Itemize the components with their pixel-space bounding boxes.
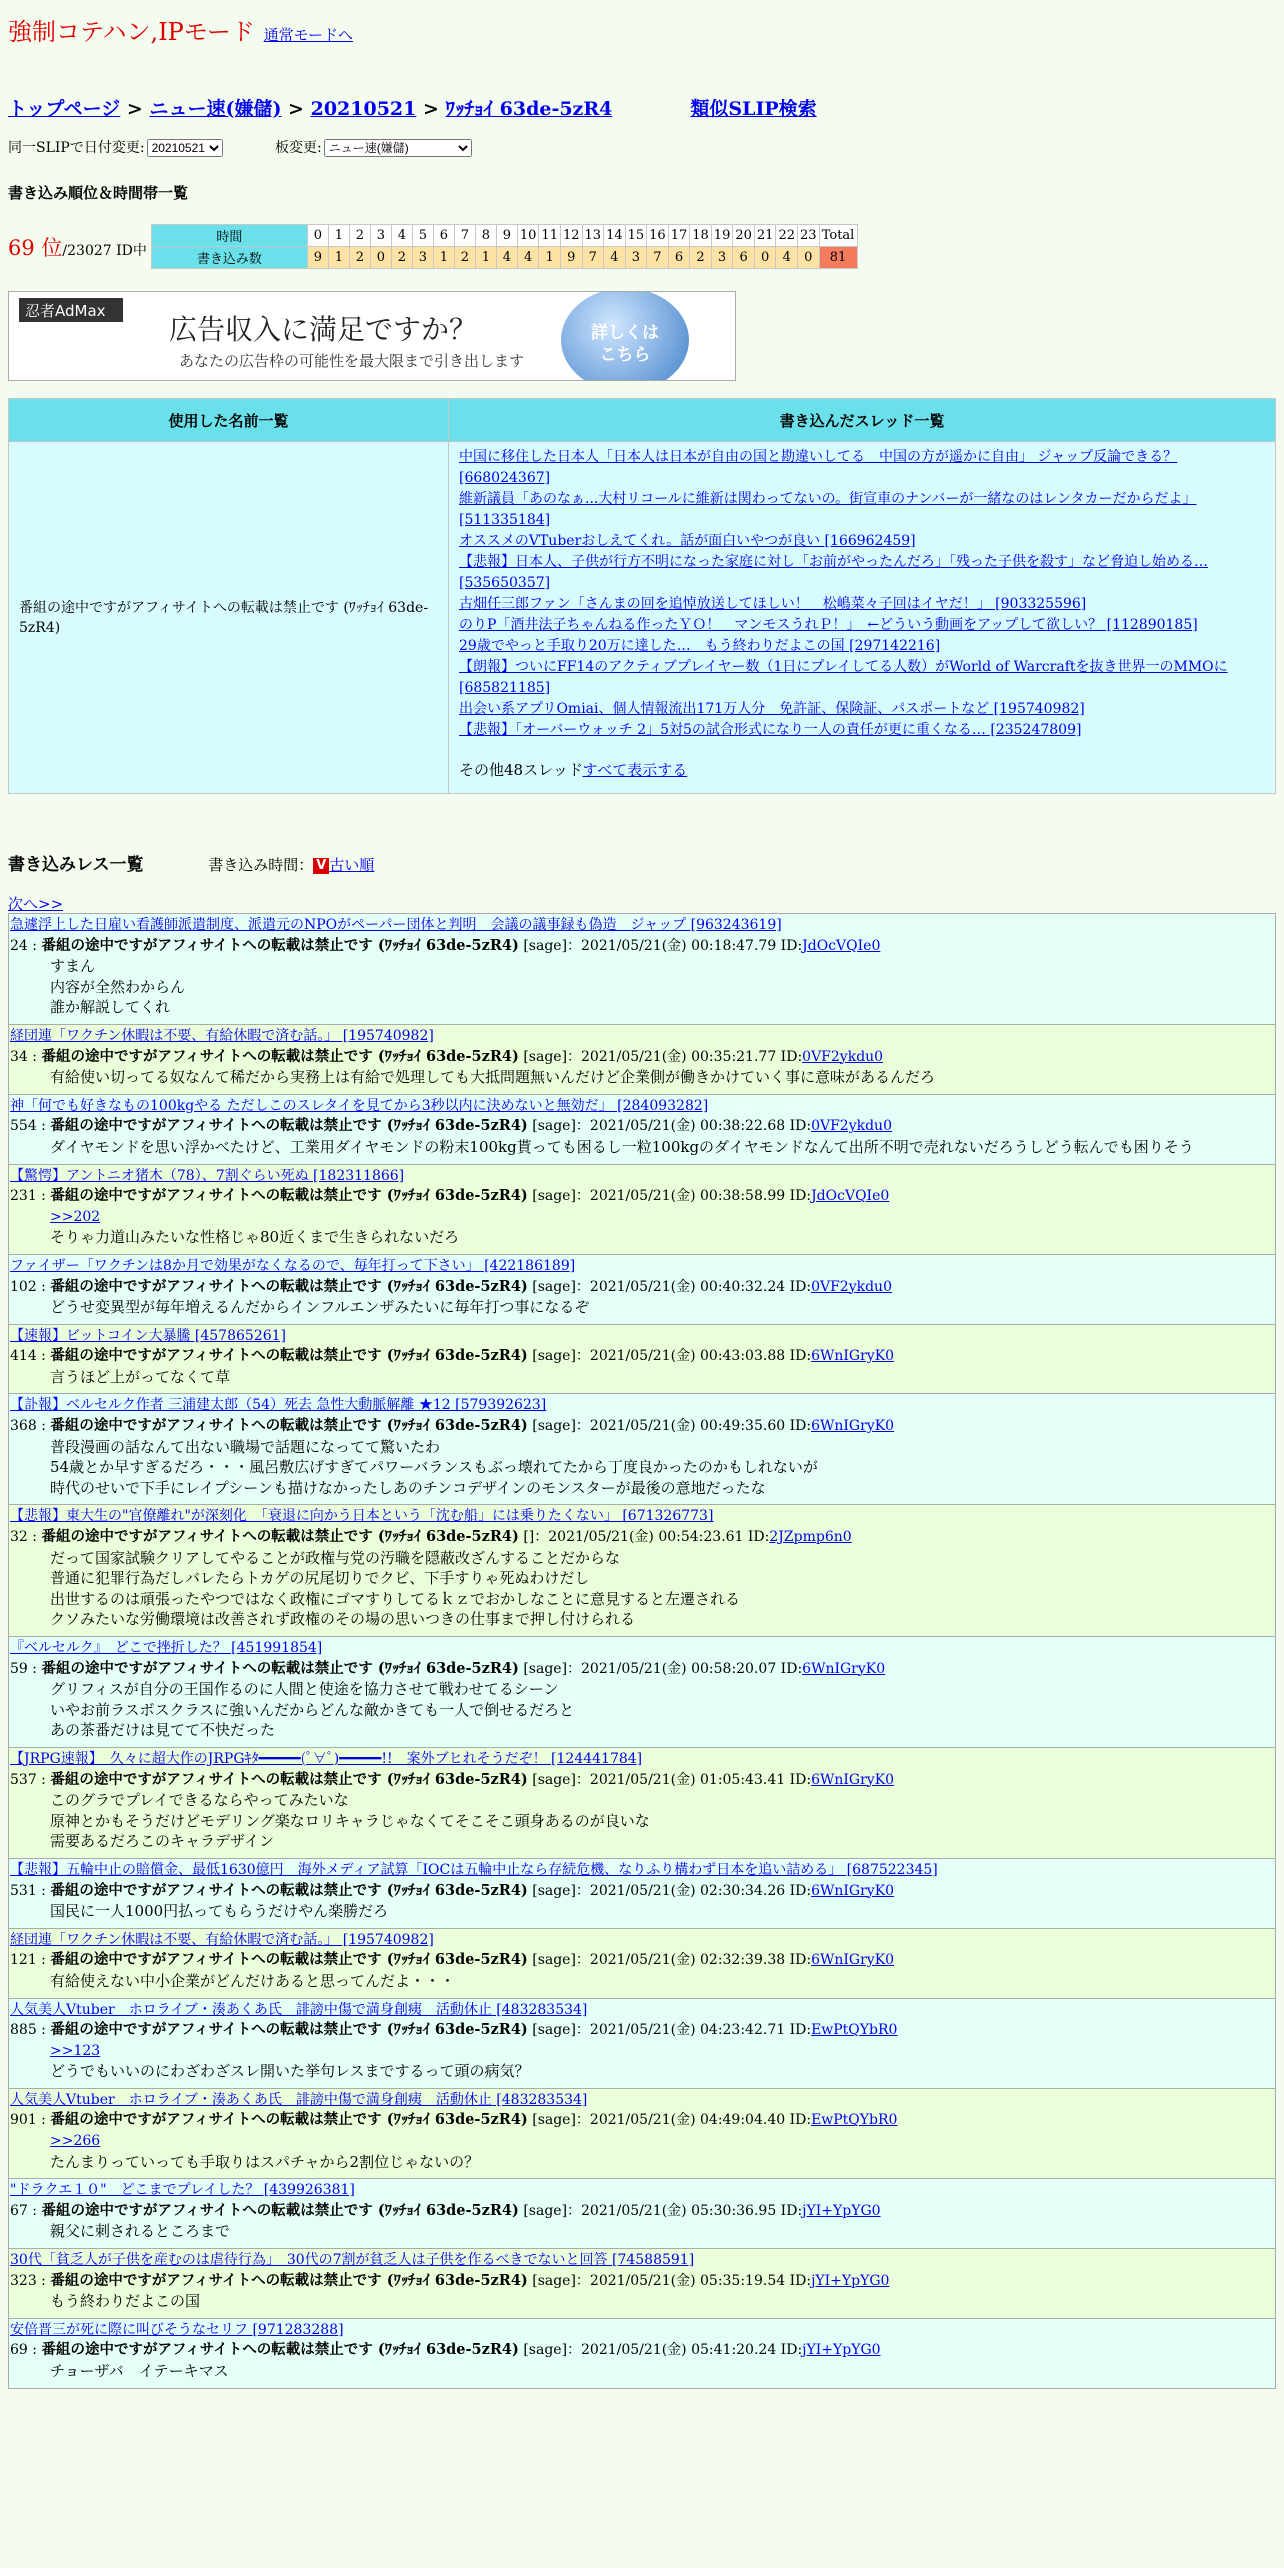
post-line: 出世するのは頑張ったやつではなく政権にゴマすりしてるｋｚでおかしなことに意見すると左遷される	[50, 1589, 741, 1608]
post-author-name: 番組の途中ですがアフィサイトへの転載は禁止です (ﾜｯﾁｮｲ 63de-5zR4)	[50, 1770, 528, 1788]
post-id-link[interactable]: 6WnIGryK0	[811, 1882, 895, 1899]
more-threads-count: その他48スレッド	[459, 761, 583, 779]
count-cell: 4	[496, 247, 517, 269]
breadcrumb-id[interactable]: ﾜｯﾁｮｲ 63de-5zR4	[445, 98, 613, 120]
post-author-name: 番組の途中ですがアフィサイトへの転載は禁止です (ﾜｯﾁｮｲ 63de-5zR4)	[50, 1187, 528, 1205]
more-threads	[459, 760, 1265, 781]
post-line: 普通に犯罪行為だしバレたらトカゲの尻尾切りでクビ、下手すりゃ死ぬわけだし	[50, 1569, 590, 1588]
hour-cell: 5	[412, 225, 433, 247]
names-column-header: 使用した名前一覧	[9, 399, 449, 442]
hour-cell: 13	[582, 225, 604, 247]
rank-value: 69 位	[8, 235, 63, 260]
post-id-link[interactable]: 0VF2ykdu0	[802, 1048, 884, 1065]
post-body	[10, 2061, 1274, 2082]
post-author-name: 番組の途中ですがアフィサイトへの転載は禁止です (ﾜｯﾁｮｲ 63de-5zR4)	[41, 1528, 519, 1546]
post-separator: :	[27, 1660, 42, 1677]
post-item	[8, 1998, 1276, 2089]
post-info: [sage]：2021/05/21(金) 00:38:22.68 ID:	[527, 1118, 812, 1135]
post-line: 普段漫画の話なんて出ない職場で話題になってて驚いたわ	[50, 1437, 441, 1456]
post-author-name: 番組の途中ですがアフィサイトへの転載は禁止です (ﾜｯﾁｮｲ 63de-5zR4)	[50, 1881, 528, 1899]
page-title: 強制コテハン,IPモード	[8, 18, 255, 46]
post-line: 54歳とか早すぎるだろ・・・風呂敷広げすぎてパワーバランスもぶっ壊れてたから丁度良かったのかもしれないが	[50, 1458, 818, 1477]
post-author-name: 番組の途中ですがアフィサイトへの転載は禁止です (ﾜｯﾁｮｲ 63de-5zR4)	[41, 2341, 519, 2359]
post-number: 24	[10, 937, 28, 954]
count-cell: 0	[370, 247, 391, 269]
post-author-name: 番組の途中ですがアフィサイトへの転載は禁止です (ﾜｯﾁｮｲ 63de-5zR4)	[50, 1117, 528, 1135]
hour-cell: 9	[496, 225, 517, 247]
post-info: [sage]：2021/05/21(金) 00:40:32.24 ID:	[527, 1278, 812, 1295]
admax-logo: 忍者AdMax	[19, 298, 123, 322]
post-item	[8, 1254, 1276, 1325]
breadcrumb-separator: >	[416, 98, 446, 120]
thread-link[interactable]: 【悲報】日本人、子供が行方不明になった家庭に対し「お前がやったんだろ」「残った子供を殺す」など脅迫し始める… [535650357]	[459, 554, 1208, 591]
thread-list	[459, 447, 1265, 741]
post-separator: :	[36, 1771, 51, 1788]
post-number: 885	[10, 2022, 37, 2039]
post-number: 231	[10, 1188, 37, 1205]
post-item	[8, 2178, 1276, 2249]
post-info: [sage]：2021/05/21(金) 04:23:42.71 ID:	[527, 2022, 812, 2039]
count-cell: 4	[776, 247, 798, 269]
post-separator: :	[27, 2342, 42, 2359]
hour-cell: 20	[733, 225, 755, 247]
count-cell: 1	[433, 247, 454, 269]
thread-link[interactable]: 維新議員「あのなぁ...大村リコールに維新は関わってないの。街宣車のナンバーが一緒なのはレンタカーだからだよ」 [511335184]	[459, 491, 1197, 528]
post-meta	[10, 1047, 1274, 1068]
post-line: たんまりっていっても手取りはスパチャから2割位じゃないの？	[50, 2152, 480, 2171]
post-line: 内容が全然わからん	[50, 977, 186, 996]
post-thread-link[interactable]: 『ベルセルク』 どこで挫折した？ [451991854]	[10, 1640, 323, 1656]
post-separator: :	[36, 2112, 51, 2129]
post-number: 59	[10, 1660, 28, 1677]
post-item	[8, 1928, 1276, 1999]
post-line: どうせ変異型が毎年増えるんだからインフルエンザみたいに毎年打つ事になるぞ	[50, 1298, 590, 1317]
total-label: Total	[819, 225, 857, 247]
count-cell: 9	[560, 247, 582, 269]
ad-headline: 広告収入に満足ですか？	[169, 313, 478, 346]
post-info: [sage]：2021/05/21(金) 05:30:36.95 ID:	[518, 2202, 803, 2219]
post-meta	[10, 936, 1274, 957]
ad-subtext: あなたの広告枠の可能性を最大限まで引き出します	[179, 352, 525, 370]
post-line: だって国家試験クリアしてやることが政権与党の汚職を隠蔽改ざんすることだからな	[50, 1548, 621, 1567]
post-meta	[10, 1659, 1274, 1680]
post-thread-link[interactable]: 【訃報】ベルセルク作者 三浦建太郎（54）死去 急性大動脈解離 ★12 [579392623]	[10, 1397, 547, 1414]
post-line: 有給使えない中小企業がどんだけあると思ってんだよ・・・	[50, 1971, 456, 1990]
post-item	[8, 2088, 1276, 2179]
post-author-name: 番組の途中ですがアフィサイトへの転載は禁止です (ﾜｯﾁｮｲ 63de-5zR4)	[50, 2271, 528, 2289]
post-line: もう終わりだよこの国	[50, 2292, 201, 2311]
post-id-link[interactable]: 6WnIGryK0	[811, 1771, 895, 1788]
post-separator: :	[36, 1118, 51, 1135]
post-id-link[interactable]: jYI+YpYG0	[802, 2342, 881, 2359]
page-header	[8, 12, 353, 47]
post-id-link[interactable]: JdOcVQIe0	[802, 937, 881, 954]
hour-cell: 15	[625, 225, 647, 247]
post-number: 102	[10, 1278, 37, 1295]
post-author-name: 番組の途中ですがアフィサイトへの転載は禁止です (ﾜｯﾁｮｲ 63de-5zR4)	[41, 936, 519, 954]
post-thread-link[interactable]: ファイザー「ワクチンは8か月で効果がなくなるので、毎年打って下さい」 [422186189]	[10, 1257, 576, 1274]
count-cell: 4	[604, 247, 626, 269]
normal-mode-link[interactable]: 通常モードへ	[263, 26, 354, 44]
post-author-name: 番組の途中ですがアフィサイトへの転載は禁止です (ﾜｯﾁｮｲ 63de-5zR4)	[50, 1951, 528, 1969]
hour-cell: 16	[647, 225, 669, 247]
breadcrumb	[8, 94, 817, 121]
rank-display	[8, 225, 151, 269]
post-thread-link[interactable]: 神「何でも好きなもの100kgやる ただしこのスレタイを見てから3秒以内に決めないと無効だ」 [284093282]	[10, 1097, 709, 1114]
post-thread-link[interactable]: 【速報】ビットコイン大暴騰 [457865261]	[10, 1327, 286, 1344]
hour-cell: 2	[349, 225, 370, 247]
post-body	[10, 2221, 1274, 2242]
post-thread-link[interactable]: 経団連「ワクチン休暇は不要、有給休暇で済む話。」 [195740982]	[10, 1931, 434, 1948]
post-info: [sage]：2021/05/21(金) 00:58:20.07 ID:	[518, 1660, 803, 1677]
post-info: [sage]：2021/05/21(金) 05:35:19.54 ID:	[527, 2272, 812, 2289]
post-meta	[10, 1116, 1274, 1137]
post-info: [sage]：2021/05/21(金) 02:30:34.26 ID:	[527, 1882, 812, 1899]
post-body	[10, 1227, 1274, 1248]
thread-link[interactable]: オススメのVTuberおしえてくれ。話が面白いやつが良い [166962459]	[459, 533, 916, 549]
post-info: [sage]：2021/05/21(金) 04:49:04.40 ID:	[527, 2112, 812, 2129]
post-separator: :	[36, 1952, 51, 1969]
res-list-header	[8, 850, 374, 875]
post-id-link[interactable]: 6WnIGryK0	[811, 1952, 895, 1969]
post-line: 国民に一人1000円払ってもらうだけやん楽勝だろ	[50, 1902, 389, 1921]
post-author-name: 番組の途中ですがアフィサイトへの転載は禁止です (ﾜｯﾁｮｲ 63de-5zR4)	[50, 1347, 528, 1365]
total-ids: /23027 ID中	[62, 242, 147, 259]
post-line: チョーザバ イテーキマス	[50, 2362, 229, 2380]
post-line: 需要あるだろこのキャラデザイン	[50, 1832, 274, 1851]
post-id-link[interactable]: 6WnIGryK0	[802, 1660, 886, 1677]
hour-cell: 8	[475, 225, 496, 247]
post-thread-link[interactable]: 経団連「ワクチン休暇は不要、有給休暇で済む話。」 [195740982]	[10, 1027, 434, 1044]
sort-oldest-link[interactable]: 古い順	[329, 856, 375, 874]
post-body	[10, 1297, 1274, 1318]
post-author-name: 番組の途中ですがアフィサイトへの転載は禁止です (ﾜｯﾁｮｲ 63de-5zR4)	[41, 2201, 519, 2219]
count-cell: 1	[475, 247, 496, 269]
breadcrumb-separator: >	[120, 98, 150, 120]
post-id-link[interactable]: 0VF2ykdu0	[811, 1118, 892, 1135]
post-line: あの茶番だけは見てて不快だった	[50, 1721, 276, 1740]
post-author-name: 番組の途中ですがアフィサイトへの転載は禁止です (ﾜｯﾁｮｲ 63de-5zR4)	[41, 1047, 519, 1065]
post-id-link[interactable]: 6WnIGryK0	[811, 1348, 895, 1365]
post-body	[10, 2361, 1274, 2382]
hour-cell: 14	[604, 225, 626, 247]
hour-cell: 22	[776, 225, 798, 247]
post-separator: :	[27, 937, 42, 954]
post-info: [sage]：2021/05/21(金) 00:18:47.79 ID:	[518, 937, 803, 954]
sort-control	[208, 856, 374, 874]
thread-link[interactable]: 中国に移住した日本人「日本人は日本が自由の国と勘違いしてる 中国の方が遥かに自由」 ジャップ反論できる？ [668024367]	[459, 449, 1178, 486]
post-line: グリフィスが自分の王国作るのに人間と使途を協力させて戦わせてるシーン	[50, 1680, 559, 1699]
post-thread-link[interactable]: 【悲報】東大生の"官僚離れ"が深刻化 「衰退に向かう日本という「沈む船」には乗りたくない」 [671326773]	[10, 1508, 714, 1525]
count-cell: 6	[733, 247, 755, 269]
count-cell: 1	[328, 247, 349, 269]
post-item	[8, 1858, 1276, 1929]
post-body	[10, 2152, 1274, 2173]
count-cell: 2	[690, 247, 712, 269]
names-threads-table	[8, 398, 1276, 794]
post-meta	[10, 1186, 1274, 1207]
post-info: [sage]：2021/05/21(金) 01:05:43.41 ID:	[527, 1771, 812, 1788]
post-body	[10, 1901, 1274, 1922]
hour-cell: 6	[433, 225, 454, 247]
post-body	[10, 1548, 1274, 1630]
post-body	[10, 1367, 1274, 1388]
hour-cell: 11	[539, 225, 561, 247]
post-line: どうでもいいのにわざわざスレ開いた挙句レスまでするって頭の病気？	[50, 2062, 530, 2081]
breadcrumb-top[interactable]: トップページ	[8, 98, 121, 120]
post-body	[10, 1971, 1274, 1992]
ranking-heading: 書き込み順位＆時間帯一覧	[8, 184, 189, 202]
post-list	[8, 913, 1276, 2388]
post-meta	[10, 1277, 1274, 1298]
breadcrumb-separator: >	[281, 98, 311, 120]
post-thread-link[interactable]: 急遽浮上した日雇い看護師派遣制度、派遣元のNPOがペーパー団体と判明 会議の議事録も偽造 ジャップ [963243619]	[10, 917, 782, 933]
threads-column-header: 書き込んだスレッド一覧	[449, 399, 1276, 442]
ad-details-button[interactable]	[561, 291, 689, 381]
post-thread-link[interactable]: 安倍晋三が死に際に叫びそうなセリフ [971283288]	[10, 2321, 344, 2338]
post-separator: :	[36, 1418, 51, 1435]
post-id-link[interactable]: 2JZpmp6n0	[769, 1529, 852, 1546]
ranking-table	[8, 224, 858, 269]
hour-cell: 19	[711, 225, 733, 247]
hour-cell: 3	[370, 225, 391, 247]
post-meta	[10, 2020, 1274, 2041]
post-info: [sage]：2021/05/21(金) 02:32:39.38 ID:	[527, 1952, 812, 1969]
sort-label: 書き込み時間：	[208, 856, 314, 874]
hour-cell: 1	[328, 225, 349, 247]
count-cell: 7	[647, 247, 669, 269]
post-line: 言うほど上がってなくて草	[50, 1367, 231, 1386]
post-author-name: 番組の途中ですがアフィサイトへの転載は禁止です (ﾜｯﾁｮｲ 63de-5zR4)	[50, 2021, 528, 2039]
post-number: 323	[10, 2272, 37, 2289]
post-line: すまん	[50, 957, 96, 976]
hour-cell: 10	[517, 225, 539, 247]
post-anchor-link[interactable]: >>266	[50, 2133, 101, 2150]
similar-slip-search-link[interactable]: 類似SLIP検索	[690, 98, 817, 120]
thread-link[interactable]: のりP「酒井法子ちゃんねる作ったＹＯ！ マンモスうれＰ！」 ←どういう動画をアップして欲しい？ [112890185]	[459, 617, 1198, 633]
board-change-label: 板変更:	[275, 140, 322, 156]
hour-cell: 4	[391, 225, 412, 247]
post-line: ダイヤモンドを思い浮かべたけど、工業用ダイヤモンドの粉末100kg貰っても困るし一粒100kgのダイヤモンドなんて出所不明で売れないだろうしどう転んでも困りそう	[50, 1137, 1194, 1156]
post-line: 誰か解説してくれ	[50, 998, 171, 1017]
post-meta	[10, 2340, 1274, 2361]
post-line: 親父に刺されるところまで	[50, 2222, 231, 2241]
post-thread-link[interactable]: 【JRPG速報】 久々に超大作のJRPGｷﾀ━━━━━(ﾟ∀ﾟ)━━━━━!! 案外ブヒれそうだぞ！ [124441784]	[10, 1750, 643, 1767]
post-separator: :	[36, 1278, 51, 1295]
post-body	[10, 2291, 1274, 2312]
count-cell: 3	[412, 247, 433, 269]
post-item	[8, 2248, 1276, 2319]
post-body	[10, 956, 1274, 1018]
post-line: 有給使い切ってる奴なんて稀だから実務上は有給で処理しても大抵問題無いんだけど企業側が働きかけていく事に意味があるんだろ	[50, 1068, 936, 1087]
post-thread-link[interactable]: 人気美人Vtuber ホロライブ・湊あくあ氏 誹謗中傷で満身創痍 活動休止 [483283534]	[10, 2091, 588, 2108]
post-number: 121	[10, 1952, 37, 1969]
post-number: 32	[10, 1529, 28, 1546]
thread-link[interactable]: 出会い系アプリOmiai、個人情報流出171万人分 免許証、保険証、パスポートなど [195740982]	[459, 701, 1085, 717]
hour-row-label: 時間	[151, 225, 307, 247]
post-number: 901	[10, 2112, 37, 2129]
post-meta	[10, 2271, 1274, 2292]
count-row-label: 書き込み数	[151, 247, 307, 269]
count-cell: 3	[711, 247, 733, 269]
post-item	[8, 1324, 1276, 1395]
post-anchor-link[interactable]: >>202	[50, 1208, 101, 1225]
post-item	[8, 1094, 1276, 1165]
post-number: 414	[10, 1348, 37, 1365]
post-separator: :	[36, 2022, 51, 2039]
hour-cell: 23	[797, 225, 819, 247]
hour-cell: 18	[690, 225, 712, 247]
post-meta	[10, 1770, 1274, 1791]
post-line: クソみたいな労働環境は改善されず政権のその場の思いつきの仕事まで押し付けられる	[50, 1610, 636, 1629]
count-cell: 9	[307, 247, 328, 269]
total-count: 81	[819, 247, 857, 269]
post-separator: :	[36, 1348, 51, 1365]
post-thread-link[interactable]: 30代「貧乏人が子供を産むのは虐待行為」 30代の7割が貧乏人は子供を作るべきでないと回答 [74588591]	[10, 2252, 695, 2269]
post-id-link[interactable]: jYI+YpYG0	[811, 2272, 890, 2289]
thread-link[interactable]: 【悲報】「オーバーウォッチ 2」5対5の試合形式になり一人の責任が更に重くなる… [235247809]	[459, 722, 1082, 738]
post-number: 531	[10, 1882, 37, 1899]
post-meta	[10, 2201, 1274, 2222]
post-line: 時代のせいで下手にレイプシーンも描けなかったしあのチンコデザインのモンスターが最後の意地だったな	[50, 1478, 766, 1497]
post-item	[8, 1504, 1276, 1637]
hour-cell: 17	[668, 225, 690, 247]
show-all-threads-link[interactable]: すべて表示する	[582, 761, 688, 779]
hour-cell: 12	[560, 225, 582, 247]
post-id-link[interactable]: jYI+YpYG0	[802, 2202, 881, 2219]
post-anchor-link[interactable]: >>123	[50, 2042, 101, 2059]
post-id-link[interactable]: JdOcVQIe0	[811, 1188, 890, 1205]
post-meta	[10, 1527, 1274, 1548]
post-body	[10, 1067, 1274, 1088]
post-number: 34	[10, 1048, 28, 1065]
post-separator: :	[36, 1882, 51, 1899]
date-change-label: 同一SLIPで日付変更:	[8, 140, 145, 156]
post-item	[8, 1636, 1276, 1748]
post-separator: :	[27, 1529, 42, 1546]
count-cell: 4	[517, 247, 539, 269]
selector-bar	[8, 137, 472, 157]
next-page-link[interactable]: 次へ>>	[8, 895, 64, 913]
post-body	[10, 1790, 1274, 1852]
post-meta	[10, 1950, 1274, 1971]
post-author-name: 番組の途中ですがアフィサイトへの転載は禁止です (ﾜｯﾁｮｲ 63de-5zR4)	[50, 1277, 528, 1295]
post-line: そりゃ力道山みたいな性格じゃ80近くまで生きられないだろ	[50, 1228, 460, 1247]
post-number: 368	[10, 1418, 37, 1435]
post-line: 原神とかもそうだけどモデリング楽なロリキャラじゃなくてそこそこ頭身あるのが良いな	[50, 1811, 650, 1830]
post-separator: :	[27, 2202, 42, 2219]
post-meta	[10, 1416, 1274, 1437]
post-body	[10, 1437, 1274, 1499]
post-item	[8, 1747, 1276, 1859]
post-item	[8, 913, 1276, 1025]
post-line: いやお前ラスボスクラスに強いんだからどんな敵かきても一人で倒せるだろと	[50, 1700, 575, 1719]
ad-details-label: 詳しくはこちら	[591, 323, 659, 365]
post-author-name: 番組の途中ですがアフィサイトへの転載は禁止です (ﾜｯﾁｮｲ 63de-5zR4)	[41, 1659, 519, 1677]
hour-cell: 7	[454, 225, 475, 247]
post-thread-link[interactable]: "ドラクエ１０" どこまでプレイした？ [439926381]	[10, 2182, 355, 2199]
post-meta	[10, 1881, 1274, 1902]
post-item	[8, 1024, 1276, 1095]
post-number: 554	[10, 1118, 37, 1135]
post-item	[8, 2318, 1276, 2389]
post-author-name: 番組の途中ですがアフィサイトへの転載は禁止です (ﾜｯﾁｮｲ 63de-5zR4)	[50, 1417, 528, 1435]
post-info: []：2021/05/21(金) 00:54:23.61 ID:	[518, 1529, 770, 1546]
post-id-link[interactable]: 6WnIGryK0	[811, 1418, 895, 1435]
post-line: このグラでプレイできるならやってみたいな	[50, 1791, 349, 1810]
post-thread-link[interactable]: 人気美人Vtuber ホロライブ・湊あくあ氏 誹謗中傷で満身創痍 活動休止 [483283534]	[10, 2001, 588, 2018]
used-name: 番組の途中ですがアフィサイトへの転載は禁止です (ﾜｯﾁｮｲ 63de-5zR4)	[9, 442, 449, 794]
post-separator: :	[27, 1048, 42, 1065]
post-separator: :	[36, 2272, 51, 2289]
post-info: [sage]：2021/05/21(金) 05:41:20.24 ID:	[518, 2342, 803, 2359]
post-id-link[interactable]: 0VF2ykdu0	[811, 1278, 892, 1295]
thread-list-cell	[449, 442, 1276, 794]
count-cell: 6	[668, 247, 690, 269]
count-cell: 2	[391, 247, 412, 269]
breadcrumb-date[interactable]: 20210521	[310, 98, 417, 120]
post-meta	[10, 1346, 1274, 1367]
count-cell: 2	[349, 247, 370, 269]
post-separator: :	[36, 1188, 51, 1205]
post-info: [sage]：2021/05/21(金) 00:38:58.99 ID:	[527, 1188, 812, 1205]
post-number: 537	[10, 1771, 37, 1788]
thread-link[interactable]: 29歳でやっと手取り20万に達した… もう終わりだよこの国 [297142216]	[459, 638, 941, 654]
hour-cell: 21	[754, 225, 776, 247]
hour-cell: 0	[307, 225, 328, 247]
post-info: [sage]：2021/05/21(金) 00:35:21.77 ID:	[518, 1048, 803, 1065]
post-thread-link[interactable]: 【驚愕】アントニオ猪木（78）、7割ぐらい死ぬ [182311866]	[10, 1167, 405, 1184]
ad-banner[interactable]	[8, 291, 736, 381]
post-meta	[10, 2110, 1274, 2131]
post-item	[8, 1393, 1276, 1505]
post-number: 69	[10, 2342, 28, 2359]
post-id-link[interactable]: EwPtQYbR0	[811, 2112, 898, 2129]
res-list-title: 書き込みレス一覧	[8, 855, 144, 875]
thread-link[interactable]: 古畑任三郎ファン「さんまの回を追悼放送してほしい！ 松嶋菜々子回はイヤだ！」 [903325596]	[459, 596, 1087, 612]
post-body	[10, 1137, 1274, 1158]
post-number: 67	[10, 2202, 28, 2219]
count-cell: 2	[454, 247, 475, 269]
date-select[interactable]	[147, 139, 223, 157]
post-item	[8, 1164, 1276, 1255]
post-info: [sage]：2021/05/21(金) 00:43:03.88 ID:	[527, 1348, 812, 1365]
count-cell: 1	[539, 247, 561, 269]
count-cell: 0	[797, 247, 819, 269]
thread-link[interactable]: 【朗報】ついにFF14のアクティブプレイヤー数（1日にプレイしてる人数）がWorld of Warcraftを抜き世界一のMMOに [685821185]	[459, 659, 1228, 696]
sort-icon: V	[313, 858, 329, 874]
count-cell: 3	[625, 247, 647, 269]
board-select[interactable]	[324, 139, 472, 157]
post-id-link[interactable]: EwPtQYbR0	[811, 2022, 898, 2039]
breadcrumb-board[interactable]: ニュー速(嫌儲)	[149, 98, 282, 120]
post-info: [sage]：2021/05/21(金) 00:49:35.60 ID:	[527, 1418, 812, 1435]
count-cell: 0	[754, 247, 776, 269]
post-author-name: 番組の途中ですがアフィサイトへの転載は禁止です (ﾜｯﾁｮｲ 63de-5zR4)	[50, 2111, 528, 2129]
post-thread-link[interactable]: 【悲報】五輪中止の賠償金、最低1630億円 海外メディア試算「IOCは五輪中止なら存続危機、なりふり構わず日本を追い詰める」 [687522345]	[10, 1861, 938, 1878]
post-body	[10, 1679, 1274, 1741]
count-cell: 7	[582, 247, 604, 269]
